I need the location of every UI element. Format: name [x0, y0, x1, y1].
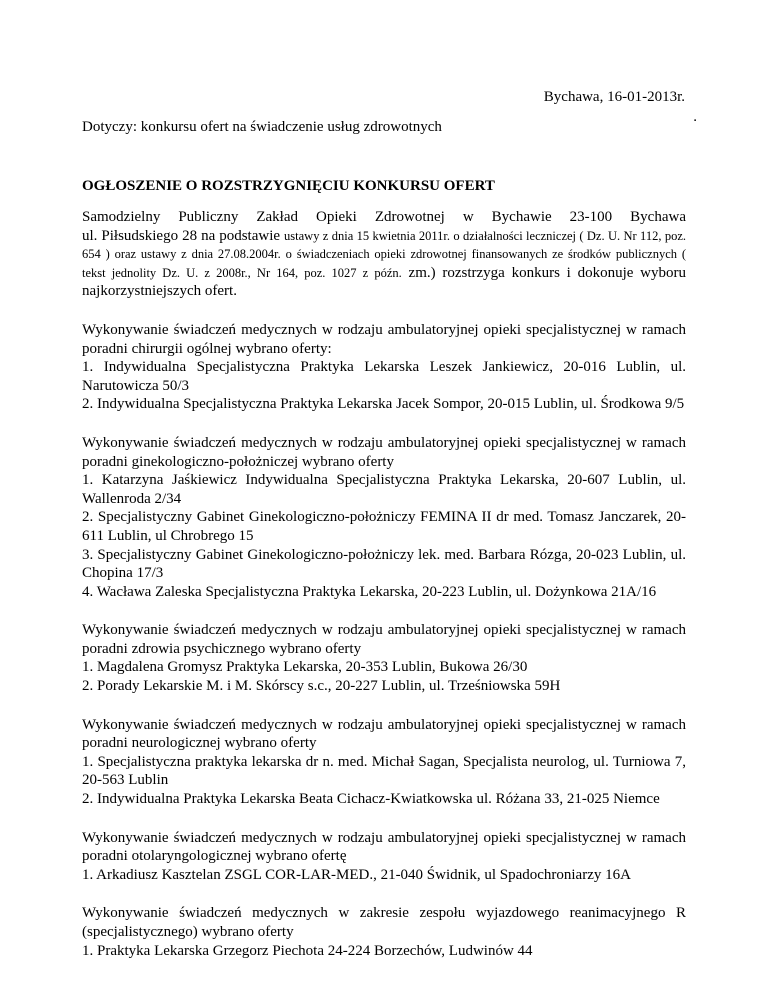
offer-item: 1. Specjalistyczna praktyka lekarska dr n. med. Michał Sagan, Specjalista neurolog, ul. Turniowa 7, 20-563 Lublin — [82, 753, 686, 789]
section-text: Wykonywanie świadczeń medycznych w rodzaju ambulatoryjnej opieki specjalistycznej w ramach poradni neurologicznej wybrano oferty — [82, 716, 686, 752]
section-text: Wykonywanie świadczeń medycznych w rodzaju ambulatoryjnej opieki specjalistycznej w ramach poradni otolaryngologicznej wybrano ofertę — [82, 829, 686, 865]
intro-line-3: zm.) rozstrzyga konkurs i dokonuje wyboru najkorzystniejszych ofert. — [82, 264, 686, 300]
document-body — [82, 208, 686, 980]
section-zdrowie-psychiczne — [82, 621, 686, 695]
document-date: Bychawa, 16-01-2013r. — [543, 89, 685, 105]
offer-item: 1. Katarzyna Jaśkiewicz Indywidualna Specjalistyczna Praktyka Lekarska, 20-607 Lublin, ul. Wallenroda 2/34 — [82, 472, 686, 507]
section-chirurgia — [82, 321, 686, 414]
section-text: Wykonywanie świadczeń medycznych w rodzaju ambulatoryjnej opieki specjalistycznej w ramach poradni chirurgii ogólnej wybrano oferty: — [82, 321, 686, 357]
document-title: OGŁOSZENIE O ROZSTRZYGNIĘCIU KONKURSU OFERT — [82, 178, 495, 194]
intro-line-1: Samodzielny Publiczny Zakład Opieki Zdrowotnej w Bychawie 23-100 Bychawa — [82, 209, 686, 225]
offer-item: 2. Porady Lekarskie M. i M. Skórscy s.c., 20-227 Lublin, ul. Trześniowska 59H — [82, 678, 561, 695]
offer-item: 2. Indywidualna Specjalistyczna Praktyka Lekarska Jacek Sompor, 20-015 Lublin, ul. Środkowa 9/5 — [82, 396, 685, 413]
offer-item: 1. Indywidualna Specjalistyczna Praktyka Lekarska Leszek Jankiewicz, 20-016 Lublin, ul. Narutowicza 50/3 — [82, 359, 686, 394]
intro-line-2a: ul. Piłsudskiego 28 na podstawie — [82, 227, 285, 244]
section-neurologia — [82, 716, 686, 809]
section-otolaryngologia — [82, 829, 686, 885]
date-block — [543, 87, 697, 127]
section-text: Wykonywanie świadczeń medycznych w rodzaju ambulatoryjnej opieki specjalistycznej w ramach poradni zdrowia psychicznego wybrano oferty — [82, 622, 686, 657]
offer-item: 4. Wacława Zaleska Specjalistyczna Praktyka Lekarska, 20-223 Lublin, ul. Dożynkowa 21A/16 — [82, 583, 657, 600]
date-trailing-dot: . — [693, 109, 697, 125]
offer-item: 2. Indywidualna Praktyka Lekarska Beata Cichacz-Kwiatkowska ul. Różana 33, 21-025 Niemce — [82, 791, 660, 808]
intro-legal-basis: ustawy z dnia 15 kwietnia 2011r. o działalności leczniczej ( Dz. U. Nr 112, poz. 654 ) oraz ustawy z dnia 27.08.2004r. o świadczeniach opieki zdrowotnej finansowanych ze środków publicznych ( tekst jednolity Dz. U. z 2008r., Nr 164, poz. 1027 z późn. — [82, 228, 686, 280]
offer-item: 2. Specjalistyczny Gabinet Ginekologiczno-położniczy FEMINA II dr med. Tomasz Janczarek, 20-611 Lublin, ul Chrobrego 15 — [82, 509, 686, 544]
offer-item: 1. Praktyka Lekarska Grzegorz Piechota 24-224 Borzechów, Ludwinów 44 — [82, 942, 533, 959]
section-text: Wykonywanie świadczeń medycznych w rodzaju ambulatoryjnej opieki specjalistycznej w ramach poradni ginekologiczno-położniczej wybrano oferty — [82, 434, 686, 470]
intro-paragraph — [82, 208, 686, 301]
section-text: Wykonywanie świadczeń medycznych w zakresie zespołu wyjazdowego reanimacyjnego R (specjalistycznego) wybrano oferty — [82, 905, 686, 940]
offer-item: 3. Specjalistyczny Gabinet Ginekologiczno-położniczy lek. med. Barbara Rózga, 20-023 Lublin, ul. Chopina 17/3 — [82, 546, 686, 582]
section-ginekologia — [82, 434, 686, 601]
offer-item: 1. Magdalena Gromysz Praktyka Lekarska, 20-353 Lublin, Bukowa 26/30 — [82, 659, 528, 676]
subject-line: Dotyczy: konkursu ofert na świadczenie usług zdrowotnych — [82, 119, 442, 135]
offer-item: 1. Arkadiusz Kasztelan ZSGL COR-LAR-MED., 21-040 Świdnik, ul Spadochroniarzy 16A — [82, 866, 631, 883]
section-zespol-wyjazdowy — [82, 904, 686, 960]
